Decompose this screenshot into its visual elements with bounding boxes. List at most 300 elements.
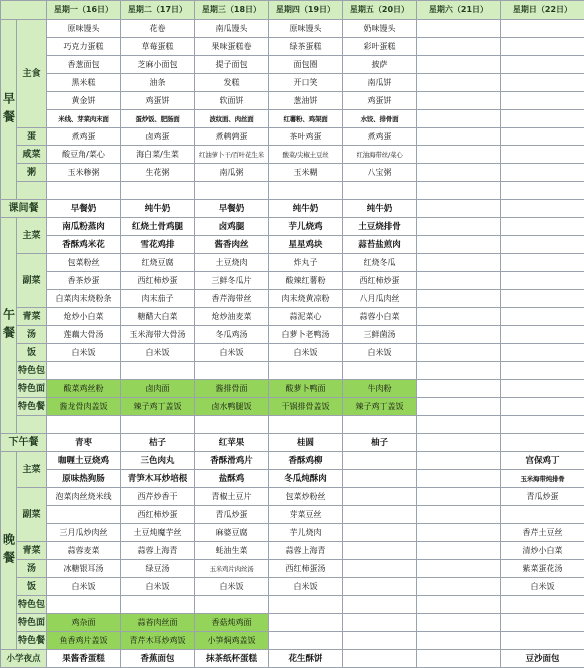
menu-cell — [195, 416, 269, 434]
menu-cell: 绿豆汤 — [121, 560, 195, 578]
menu-cell: 三月瓜炒肉丝 — [47, 524, 121, 542]
menu-cell: 巧克力蛋糕 — [47, 38, 121, 56]
menu-cell — [343, 578, 417, 596]
menu-cell: 玉米糁粥 — [47, 164, 121, 182]
menu-cell: 果味蛋糕卷 — [195, 38, 269, 56]
menu-cell: 土豆炖魔芋丝 — [121, 524, 195, 542]
menu-cell — [417, 344, 501, 362]
menu-cell: 蒜蓉上海青 — [121, 542, 195, 560]
menu-cell — [501, 344, 584, 362]
menu-cell: 卤鸡腿 — [195, 218, 269, 236]
menu-cell — [195, 182, 269, 200]
dinner-special-meal-row — [1, 632, 584, 650]
category-label-empty — [17, 416, 47, 434]
day-header: 星期二（17日） — [121, 1, 195, 20]
menu-cell: 水饺、排骨面 — [343, 110, 417, 128]
menu-cell — [121, 182, 195, 200]
menu-cell: 炸丸子 — [269, 254, 343, 272]
menu-cell — [343, 470, 417, 488]
menu-cell — [501, 128, 584, 146]
menu-cell: 白米饭 — [121, 344, 195, 362]
menu-cell: 原味馒头 — [269, 20, 343, 38]
menu-cell: 煮鸡蛋 — [343, 128, 417, 146]
menu-cell — [501, 92, 584, 110]
menu-cell: 冬瓜炖酥肉 — [269, 470, 343, 488]
menu-cell: 原味热狗肠 — [47, 470, 121, 488]
menu-cell: 星星鸡块 — [269, 236, 343, 254]
menu-cell: 冰糖银耳汤 — [47, 560, 121, 578]
menu-cell: 白萝卜老鸭汤 — [269, 326, 343, 344]
menu-cell — [501, 164, 584, 182]
menu-cell: 炝炒油麦菜 — [195, 308, 269, 326]
menu-cell-highlight: 蒜苔肉丝面 — [121, 614, 195, 632]
menu-cell: 黑米糕 — [47, 74, 121, 92]
menu-cell: 葱油饼 — [269, 92, 343, 110]
menu-cell — [501, 146, 584, 164]
menu-cell — [417, 56, 501, 74]
menu-cell: 玉米糊 — [269, 164, 343, 182]
menu-cell — [501, 20, 584, 38]
menu-cell — [343, 506, 417, 524]
menu-cell — [417, 146, 501, 164]
menu-cell — [417, 542, 501, 560]
menu-cell: 油条 — [121, 74, 195, 92]
menu-cell — [417, 434, 501, 452]
menu-cell: 果酱香蛋糕 — [47, 650, 121, 668]
menu-cell: 黄金饼 — [47, 92, 121, 110]
menu-cell: 白米饭 — [269, 344, 343, 362]
menu-cell: 肉末茄子 — [121, 290, 195, 308]
menu-cell: 白米饭 — [195, 344, 269, 362]
menu-cell: 香茶炒蛋 — [47, 272, 121, 290]
menu-cell — [417, 524, 501, 542]
lunch-special-noodle-row — [1, 380, 584, 398]
menu-cell: 白米饭 — [47, 578, 121, 596]
menu-cell: 早餐奶 — [47, 200, 121, 218]
category-label: 特色面 — [17, 614, 47, 632]
menu-cell: 草莓蛋糕 — [121, 38, 195, 56]
menu-cell: 玉米海带大骨汤 — [121, 326, 195, 344]
night-snack-row — [1, 650, 584, 668]
menu-cell: 提子面包 — [195, 56, 269, 74]
category-label: 汤 — [17, 560, 47, 578]
menu-cell: 清炒小白菜 — [501, 542, 584, 560]
menu-cell — [195, 596, 269, 614]
menu-cell — [417, 632, 501, 650]
menu-cell: 红烧土骨鸡腿 — [121, 218, 195, 236]
category-label: 特色包 — [17, 362, 47, 380]
menu-cell: 八宝粥 — [343, 164, 417, 182]
menu-cell: 蒜泥菜心 — [269, 308, 343, 326]
menu-cell: 南瓜粉蒸肉 — [47, 218, 121, 236]
menu-cell: 泡菜肉丝烧米线 — [47, 488, 121, 506]
menu-cell-highlight: 干锅排骨盖饭 — [269, 398, 343, 416]
menu-cell — [343, 614, 417, 632]
menu-cell: 披萨 — [343, 56, 417, 74]
menu-cell: 红油海带丝/菜心 — [343, 146, 417, 164]
menu-cell: 彩叶蛋糕 — [343, 38, 417, 56]
dinner-main-row — [1, 470, 584, 488]
menu-cell: 红苹果 — [195, 434, 269, 452]
menu-cell: 西芹炒香干 — [121, 488, 195, 506]
menu-cell — [417, 398, 501, 416]
menu-cell: 香芹土豆丝 — [501, 524, 584, 542]
menu-cell: 麻婆豆腐 — [195, 524, 269, 542]
menu-cell: 莲藕大骨汤 — [47, 326, 121, 344]
menu-cell — [501, 416, 584, 434]
menu-cell — [417, 614, 501, 632]
category-label: 主菜 — [17, 218, 47, 254]
menu-cell: 花生酥饼 — [269, 650, 343, 668]
category-label: 咸菜 — [17, 146, 47, 164]
lunch-main-row — [1, 218, 584, 236]
menu-cell — [501, 56, 584, 74]
menu-cell — [343, 182, 417, 200]
menu-cell — [417, 164, 501, 182]
menu-cell: 酸豆角/菜心 — [47, 146, 121, 164]
header-row — [1, 1, 584, 20]
menu-cell — [343, 488, 417, 506]
menu-cell: 宫保鸡丁 — [501, 452, 584, 470]
menu-cell: 白米饭 — [269, 578, 343, 596]
menu-cell: 香葱面包 — [47, 56, 121, 74]
menu-cell — [417, 362, 501, 380]
dinner-special-noodle-row — [1, 614, 584, 632]
menu-cell: 芋儿烧鸡 — [269, 218, 343, 236]
menu-cell: 蚝油生菜 — [195, 542, 269, 560]
menu-cell: 鸡蛋饼 — [343, 92, 417, 110]
meal-label-snack-am: 课间餐 — [1, 200, 47, 218]
lunch-side-row — [1, 272, 584, 290]
lunch-side-row — [1, 254, 584, 272]
menu-cell: 波纹面、肉丝面 — [195, 110, 269, 128]
menu-cell — [417, 380, 501, 398]
menu-cell — [501, 74, 584, 92]
menu-cell — [501, 200, 584, 218]
menu-cell: 三色肉丸 — [121, 452, 195, 470]
menu-cell: 蛋炒饭、肥肠面 — [121, 110, 195, 128]
category-label: 饭 — [17, 344, 47, 362]
menu-cell: 玉米海带炖排骨 — [501, 470, 584, 488]
breakfast-staple-row — [1, 110, 584, 128]
menu-cell — [269, 614, 343, 632]
menu-cell-highlight: 鱼香鸡片盖饭 — [47, 632, 121, 650]
menu-cell-highlight: 青芹木耳炒鸡饭 — [121, 632, 195, 650]
menu-cell: 芽菜豆丝 — [269, 506, 343, 524]
menu-cell — [501, 110, 584, 128]
menu-cell: 纯牛奶 — [269, 200, 343, 218]
dinner-main-row — [1, 452, 584, 470]
menu-cell: 肉末烧黄凉粉 — [269, 290, 343, 308]
menu-cell — [417, 74, 501, 92]
menu-cell: 茶叶鸡蛋 — [269, 128, 343, 146]
dinner-special-bun-row — [1, 596, 584, 614]
menu-cell — [501, 506, 584, 524]
menu-cell: 南瓜饼 — [343, 74, 417, 92]
menu-cell: 西红柿炒蛋 — [121, 272, 195, 290]
category-label: 副菜 — [17, 254, 47, 308]
menu-cell: 白米饭 — [195, 578, 269, 596]
menu-cell: 香蕉面包 — [121, 650, 195, 668]
menu-cell: 青椒土豆片 — [195, 488, 269, 506]
menu-cell: 面包圈 — [269, 56, 343, 74]
menu-cell: 花卷 — [121, 20, 195, 38]
meal-label-lunch: 午餐 — [1, 218, 17, 434]
menu-cell — [47, 596, 121, 614]
menu-cell-highlight: 小笋焖鸡盖饭 — [195, 632, 269, 650]
menu-cell: 八月瓜肉丝 — [343, 290, 417, 308]
breakfast-staple-row — [1, 56, 584, 74]
menu-cell: 软面饼 — [195, 92, 269, 110]
breakfast-staple-row — [1, 92, 584, 110]
menu-cell — [501, 38, 584, 56]
menu-cell-highlight: 酸萝卜鸭面 — [269, 380, 343, 398]
menu-cell: 冬瓜鸡汤 — [195, 326, 269, 344]
menu-cell-highlight: 酱排骨面 — [195, 380, 269, 398]
menu-cell: 青瓜炒蛋 — [501, 488, 584, 506]
menu-cell — [417, 290, 501, 308]
menu-cell: 炝炒小白菜 — [47, 308, 121, 326]
menu-cell: 柚子 — [343, 434, 417, 452]
menu-cell — [417, 326, 501, 344]
dinner-side-row — [1, 506, 584, 524]
category-label-empty — [17, 182, 47, 200]
category-label: 特色包 — [17, 596, 47, 614]
menu-cell — [417, 452, 501, 470]
menu-cell — [417, 470, 501, 488]
menu-cell: 蒜蓉上海青 — [269, 542, 343, 560]
menu-cell — [417, 128, 501, 146]
menu-cell: 白米饭 — [343, 344, 417, 362]
snack-am-row — [1, 200, 584, 218]
day-header: 星期五（20日） — [343, 1, 417, 20]
menu-cell: 发糕 — [195, 74, 269, 92]
menu-cell: 芋儿烧肉 — [269, 524, 343, 542]
menu-cell: 红烧豆腐 — [121, 254, 195, 272]
menu-cell — [343, 362, 417, 380]
menu-cell — [343, 524, 417, 542]
menu-cell: 西红柿蛋汤 — [269, 560, 343, 578]
menu-cell — [269, 596, 343, 614]
menu-cell: 白米饭 — [121, 578, 195, 596]
snack-pm-row — [1, 434, 584, 452]
menu-cell: 红油萝卜干/百叶花生米 — [195, 146, 269, 164]
menu-cell — [501, 254, 584, 272]
menu-cell — [417, 110, 501, 128]
menu-cell — [501, 380, 584, 398]
category-label: 副菜 — [17, 488, 47, 542]
category-label: 特色面 — [17, 380, 47, 398]
menu-cell: 桂圆 — [269, 434, 343, 452]
menu-cell: 红烧冬瓜 — [343, 254, 417, 272]
category-label: 青菜 — [17, 542, 47, 560]
menu-cell — [343, 596, 417, 614]
menu-cell: 芝麻小面包 — [121, 56, 195, 74]
dinner-side-row — [1, 488, 584, 506]
menu-cell — [343, 542, 417, 560]
category-label: 饭 — [17, 578, 47, 596]
menu-cell-highlight: 卤肉面 — [121, 380, 195, 398]
menu-cell — [343, 560, 417, 578]
day-header: 星期一（16日） — [47, 1, 121, 20]
menu-cell-highlight: 酱龙骨肉盖饭 — [47, 398, 121, 416]
menu-cell — [47, 416, 121, 434]
menu-cell — [417, 416, 501, 434]
lunch-main-row — [1, 236, 584, 254]
menu-cell — [417, 308, 501, 326]
menu-cell: 米线、芽菜肉末面 — [47, 110, 121, 128]
menu-cell: 白米饭 — [47, 344, 121, 362]
menu-cell — [269, 182, 343, 200]
menu-cell: 蒜蓉麦菜 — [47, 542, 121, 560]
breakfast-staple-row — [1, 20, 584, 38]
menu-cell: 鸡蛋饼 — [121, 92, 195, 110]
menu-cell: 西红柿炒蛋 — [121, 506, 195, 524]
breakfast-spacer-row — [1, 182, 584, 200]
day-header: 星期日（22日） — [501, 1, 584, 20]
menu-cell: 原味馒头 — [47, 20, 121, 38]
menu-cell — [417, 20, 501, 38]
menu-cell — [501, 434, 584, 452]
menu-cell: 土豆烧肉 — [195, 254, 269, 272]
meal-label-snack-pm: 下午餐 — [1, 434, 47, 452]
lunch-special-bun-row — [1, 362, 584, 380]
menu-cell — [269, 362, 343, 380]
menu-cell — [501, 290, 584, 308]
lunch-greens-row — [1, 308, 584, 326]
menu-cell-highlight: 酸菜鸡丝粉 — [47, 380, 121, 398]
menu-cell: 香酥鸡米花 — [47, 236, 121, 254]
menu-cell-highlight: 香菇炖鸡面 — [195, 614, 269, 632]
menu-cell: 卤鸡蛋 — [121, 128, 195, 146]
menu-cell: 绿茶蛋糕 — [269, 38, 343, 56]
menu-cell: 南瓜粥 — [195, 164, 269, 182]
breakfast-staple-row — [1, 38, 584, 56]
menu-cell — [417, 272, 501, 290]
menu-cell — [343, 650, 417, 668]
menu-cell — [417, 38, 501, 56]
menu-cell: 豆沙面包 — [501, 650, 584, 668]
menu-cell: 土豆烧排骨 — [343, 218, 417, 236]
menu-cell: 酱香肉丝 — [195, 236, 269, 254]
menu-cell-highlight: 辣子鸡丁盖饭 — [121, 398, 195, 416]
category-label: 特色餐 — [17, 632, 47, 650]
menu-cell: 糖醋大白菜 — [121, 308, 195, 326]
lunch-special-meal-row — [1, 398, 584, 416]
menu-cell — [501, 362, 584, 380]
menu-cell: 蒜蓉小白菜 — [343, 308, 417, 326]
category-label: 汤 — [17, 326, 47, 344]
breakfast-pickle-row — [1, 146, 584, 164]
menu-cell: 青枣 — [47, 434, 121, 452]
menu-cell — [417, 218, 501, 236]
lunch-spacer-row — [1, 416, 584, 434]
menu-cell — [501, 182, 584, 200]
menu-cell — [121, 416, 195, 434]
category-label: 主菜 — [17, 452, 47, 488]
menu-cell — [417, 236, 501, 254]
menu-cell: 早餐奶 — [195, 200, 269, 218]
menu-cell — [47, 182, 121, 200]
menu-cell — [417, 506, 501, 524]
menu-cell-highlight: 牛肉粉 — [343, 380, 417, 398]
menu-cell: 酸辣红薯粉 — [269, 272, 343, 290]
meal-label-breakfast: 早餐 — [1, 20, 17, 200]
dinner-greens-row — [1, 542, 584, 560]
day-header: 星期三（18日） — [195, 1, 269, 20]
menu-cell: 酸菜/尖椒土豆丝 — [269, 146, 343, 164]
menu-cell-highlight: 鸡杂面 — [47, 614, 121, 632]
category-label: 青菜 — [17, 308, 47, 326]
menu-cell: 煮鹌鹑蛋 — [195, 128, 269, 146]
menu-cell — [121, 596, 195, 614]
menu-cell — [417, 92, 501, 110]
menu-cell — [417, 182, 501, 200]
menu-cell — [501, 398, 584, 416]
dinner-rice-row — [1, 578, 584, 596]
menu-cell: 包菜炒粉丝 — [269, 488, 343, 506]
menu-cell: 南瓜馒头 — [195, 20, 269, 38]
day-header: 星期四（19日） — [269, 1, 343, 20]
menu-cell — [501, 614, 584, 632]
breakfast-porridge-row — [1, 164, 584, 182]
menu-cell: 玉米鸡片肉丝汤 — [195, 560, 269, 578]
menu-cell: 青瓜炒蛋 — [195, 506, 269, 524]
menu-cell: 红薯粉、鸡架面 — [269, 110, 343, 128]
menu-cell — [417, 578, 501, 596]
menu-cell — [501, 272, 584, 290]
meal-label-dinner: 晚餐 — [1, 452, 17, 650]
menu-cell: 咖喱土豆烧鸡 — [47, 452, 121, 470]
meal-label-night: 小学夜点 — [1, 650, 47, 668]
menu-cell: 桔子 — [121, 434, 195, 452]
menu-cell: 香酥滑鸡片 — [195, 452, 269, 470]
menu-cell — [501, 326, 584, 344]
menu-cell: 白米饭 — [501, 578, 584, 596]
day-header: 星期六（21日） — [417, 1, 501, 20]
category-label: 主食 — [17, 20, 47, 128]
menu-cell: 西红柿炒蛋 — [343, 272, 417, 290]
menu-cell — [501, 236, 584, 254]
menu-cell — [343, 452, 417, 470]
menu-cell — [501, 596, 584, 614]
menu-cell — [47, 506, 121, 524]
menu-cell: 香芹海带丝 — [195, 290, 269, 308]
category-label: 特色餐 — [17, 398, 47, 416]
menu-cell: 抹茶纸杯蛋糕 — [195, 650, 269, 668]
menu-cell: 开口笑 — [269, 74, 343, 92]
menu-cell: 生花粥 — [121, 164, 195, 182]
lunch-soup-row — [1, 326, 584, 344]
menu-cell: 煮鸡蛋 — [47, 128, 121, 146]
menu-cell — [195, 362, 269, 380]
menu-cell: 盐酥鸡 — [195, 470, 269, 488]
menu-cell — [343, 416, 417, 434]
menu-cell: 白菜肉末烧粉条 — [47, 290, 121, 308]
menu-cell: 纯牛奶 — [121, 200, 195, 218]
menu-cell — [501, 308, 584, 326]
menu-cell: 奶味馒头 — [343, 20, 417, 38]
menu-cell: 青笋木耳炒培根 — [121, 470, 195, 488]
menu-cell: 三鲜冬瓜片 — [195, 272, 269, 290]
menu-cell: 三鲜菌汤 — [343, 326, 417, 344]
lunch-side-row — [1, 290, 584, 308]
menu-cell — [47, 362, 121, 380]
menu-cell — [417, 200, 501, 218]
menu-cell: 包菜粉丝 — [47, 254, 121, 272]
menu-cell — [269, 632, 343, 650]
menu-cell — [121, 362, 195, 380]
